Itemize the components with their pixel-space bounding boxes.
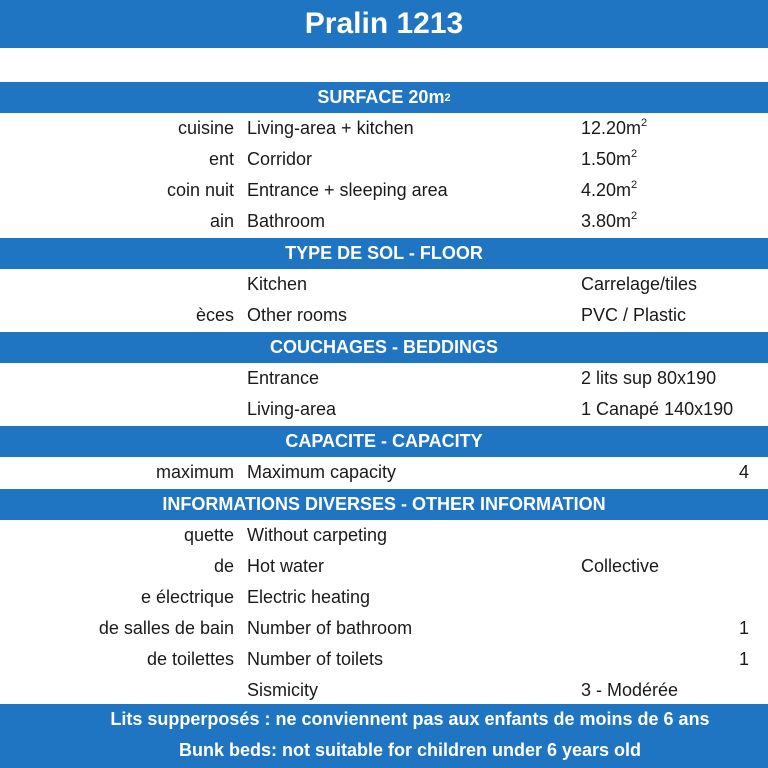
label-en: Sismicity: [247, 680, 318, 700]
section-header-surface: SURFACE 20m 2: [0, 81, 768, 113]
table-row: [0, 175, 768, 206]
table-row: [0, 457, 768, 488]
label-fr: coin nuit: [166, 180, 234, 200]
label-fr: de toilettes: [146, 649, 234, 669]
row-value: $4.20m^2$: [581, 179, 638, 200]
notice-fr: Lits supperposés : ne conviennent pas aux enfants de moins de 6 ans: [110, 709, 710, 729]
label-en: Without carpeting: [247, 525, 388, 545]
label-fr: ent: [208, 149, 234, 169]
label-fr: maximum: [155, 462, 234, 482]
label-en: Number of toilets: [247, 649, 384, 669]
info-sheet: [0, 81, 768, 706]
label-en: Living-area + kitchen: [247, 118, 414, 138]
section-header-floor: TYPE DE SOL - FLOOR: [0, 237, 768, 269]
label-en: Bathroom: [247, 211, 326, 231]
footer-notice: [0, 704, 768, 768]
label-fr: de: [213, 556, 234, 576]
table-row: [0, 206, 768, 237]
label-en: Maximum capacity: [247, 462, 397, 482]
label-fr: ain: [209, 211, 234, 231]
table-row: [0, 300, 768, 331]
label-en: Other rooms: [247, 305, 348, 325]
row-value: 1: [738, 649, 749, 669]
label-fr: e électrique: [140, 587, 234, 607]
row-value: $1.50m^2$: [581, 148, 638, 169]
label-fr: de salles de bain: [98, 618, 234, 638]
section-header-beddings: COUCHAGES - BEDDINGS: [0, 331, 768, 363]
label-en: Electric heating: [247, 587, 371, 607]
label-en: Entrance + sleeping area: [247, 180, 448, 200]
row-value: 2 lits sup 80x190: [581, 368, 717, 388]
notice-en: Bunk beds: not suitable for children under 6 years old: [178, 740, 642, 760]
table-row: [0, 613, 768, 644]
label-en: Corridor: [247, 149, 313, 169]
label-fr: cuisine: [177, 118, 234, 138]
row-value: Carrelage/tiles: [581, 274, 698, 294]
table-row: [0, 269, 768, 300]
section-header-capacity: CAPACITE - CAPACITY: [0, 425, 768, 457]
title-text: Pralin 1213: [304, 7, 464, 40]
row-value: 1: [738, 618, 749, 638]
table-row: [0, 582, 768, 613]
row-value: $12.20m^2$: [581, 117, 648, 138]
label-en: Hot water: [247, 556, 325, 576]
label-en: Kitchen: [247, 274, 308, 294]
row-value: $3.80m^2$: [581, 210, 638, 231]
page-title: [0, 0, 768, 48]
row-value: PVC / Plastic: [581, 305, 687, 325]
table-row: [0, 644, 768, 675]
row-value: Collective: [581, 556, 660, 576]
label-en: Living-area: [247, 399, 337, 419]
label-en: Number of bathroom: [247, 618, 413, 638]
label-en: Entrance: [247, 368, 320, 388]
section-header-other: INFORMATIONS DIVERSES - OTHER INFORMATION: [0, 488, 768, 520]
table-row: [0, 551, 768, 582]
row-value: 1 Canapé 140x190: [581, 399, 734, 419]
label-fr: quette: [183, 525, 234, 545]
table-row: [0, 520, 768, 551]
table-row: [0, 675, 768, 706]
table-row: [0, 394, 768, 425]
row-value: 3 - Modérée: [581, 680, 679, 700]
label-fr: èces: [195, 305, 234, 325]
table-row: [0, 144, 768, 175]
table-row: [0, 363, 768, 394]
row-value: 4: [738, 462, 749, 482]
table-row: [0, 113, 768, 144]
